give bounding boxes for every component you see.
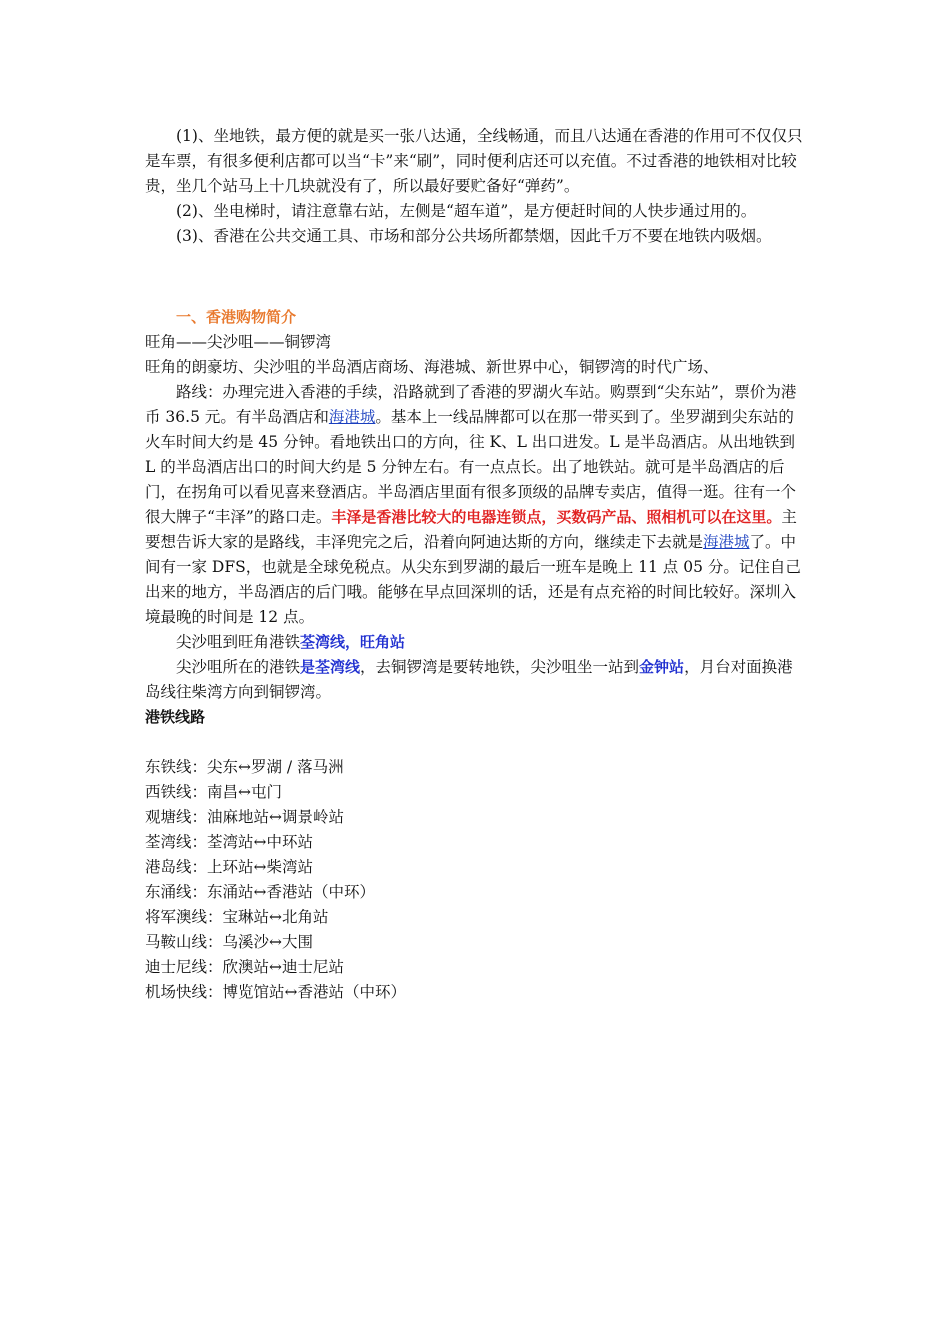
mtr-line-item: 东涌线：东涌站↔香港站（中环） xyxy=(145,883,375,901)
cwb-text-b: ，去铜锣湾是要转地铁，尖沙咀坐一站到 xyxy=(360,658,640,676)
route-text-b: 。基本上一线品牌都可以在那一带买到了。坐罗湖到尖东站的火车时间大约是 45 分钟。看地铁出口的方向，往 K、L 出口进发。L 是半岛酒店。从出地铁到 L 的半岛酒店出口的时间大约是 5 分钟左右。有一点点长。出了地铁站。就可是半岛酒店的后门，在拐角可以看见喜来登酒店。半岛酒店里面有很多顶级的品牌专卖店，值得一逛。往有一个很大牌子“丰泽”的路口走。 xyxy=(145,408,797,526)
mtr-line-item: 西铁线：南昌↔屯门 xyxy=(145,783,282,801)
mtr-line-item: 东铁线：尖东↔罗湖 / 落马洲 xyxy=(145,758,344,776)
tst-to-mongkok-paragraph xyxy=(145,630,807,655)
mtr-line-item: 马鞍山线：乌溪沙↔大围 xyxy=(145,933,313,951)
shopping-malls-line: 旺角的朗豪坊、尖沙咀的半岛酒店商场、海港城、新世界中心，铜锣湾的时代广场、 xyxy=(145,358,719,376)
mtr-lines-title-text: 港铁线路 xyxy=(145,708,206,726)
cwb-text-a: 尖沙咀所在的港铁 xyxy=(176,658,301,676)
tst-to-causeway-bay-paragraph xyxy=(145,655,807,705)
harbour-city-link-2[interactable]: 海港城 xyxy=(703,533,750,551)
mtr-lines-title xyxy=(145,705,807,730)
tip-paragraph-2: (2)、坐电梯时，请注意靠右站，左侧是“超车道”，是方便赶时间的人快步通过用的。 xyxy=(176,202,757,220)
section-heading xyxy=(145,305,807,330)
tip-paragraph-1: (1)、坐地铁，最方便的就是买一张八达通，全线畅通，而且八达通在香港的作用可不仅仅只是车票，有很多便利店都可以当“卡”来“刷”，同时便利店还可以充值。不过香港的地铁相对比较贵，坐几个站马上十几块就没有了，所以最好要贮备好“弹药”。 xyxy=(145,127,803,195)
admiralty-station-highlight: 金钟站 xyxy=(639,658,685,676)
document-body xyxy=(145,124,807,1005)
route-paragraph xyxy=(145,380,807,630)
tsuen-wan-line-highlight: 荃湾线，旺角站 xyxy=(300,633,406,651)
tip-paragraph-3: (3)、香港在公共交通工具、市场和部分公共场所都禁烟，因此千万不要在地铁内吸烟。 xyxy=(176,227,772,245)
mtr-line-item: 荃湾线：荃湾站↔中环站 xyxy=(145,833,313,851)
mtr-line-item: 将军澳线：宝琳站↔北角站 xyxy=(145,908,329,926)
tst-text: 尖沙咀到旺角港铁 xyxy=(176,633,301,651)
spacer xyxy=(145,730,807,755)
route-text-a: 路线：办理完进入香港的手续，沿路就到了香港的罗湖火车站。购票到“尖东站”，票价为港币 36.5 元。有半岛酒店和 xyxy=(145,383,797,426)
mtr-lines-list xyxy=(145,755,807,1005)
spacer xyxy=(145,249,807,305)
district-route-line: 旺角——尖沙咀——铜锣湾 xyxy=(145,333,332,351)
mtr-line-item: 观塘线：油麻地站↔调景岭站 xyxy=(145,808,344,826)
route-text-c: 主要想告诉大家的是路线，丰泽兜完之后，沿着向阿迪达斯的方向，继续走下去就是 xyxy=(145,508,797,551)
mtr-line-item: 迪士尼线：欣澳站↔迪士尼站 xyxy=(145,958,344,976)
harbour-city-link[interactable]: 海港城 xyxy=(328,408,376,426)
mtr-line-item: 港岛线：上环站↔柴湾站 xyxy=(145,858,313,876)
cwb-text-c: ，月台对面换港岛线往柴湾方向到铜锣湾。 xyxy=(145,658,793,701)
section-heading-text: 一、香港购物简介 xyxy=(176,308,297,326)
mtr-line-item: 机场快线：博览馆站↔香港站（中环） xyxy=(145,983,406,1001)
tsuen-wan-line-highlight-2: 是荃湾线 xyxy=(300,658,361,676)
fortress-highlight: 丰泽是香港比较大的电器连锁点，买数码产品、照相机可以在这里。 xyxy=(331,508,782,526)
route-text-d: 了。中间有一家 DFS，也就是全球免税点。从尖东到罗湖的最后一班车是晚上 11 点 05 分。记住自己出来的地方，半岛酒店的后门哦。能够在早点回深圳的话，还是有点充裕的时间比较好。深圳入境最晚的时间是 12 点。 xyxy=(145,533,801,626)
